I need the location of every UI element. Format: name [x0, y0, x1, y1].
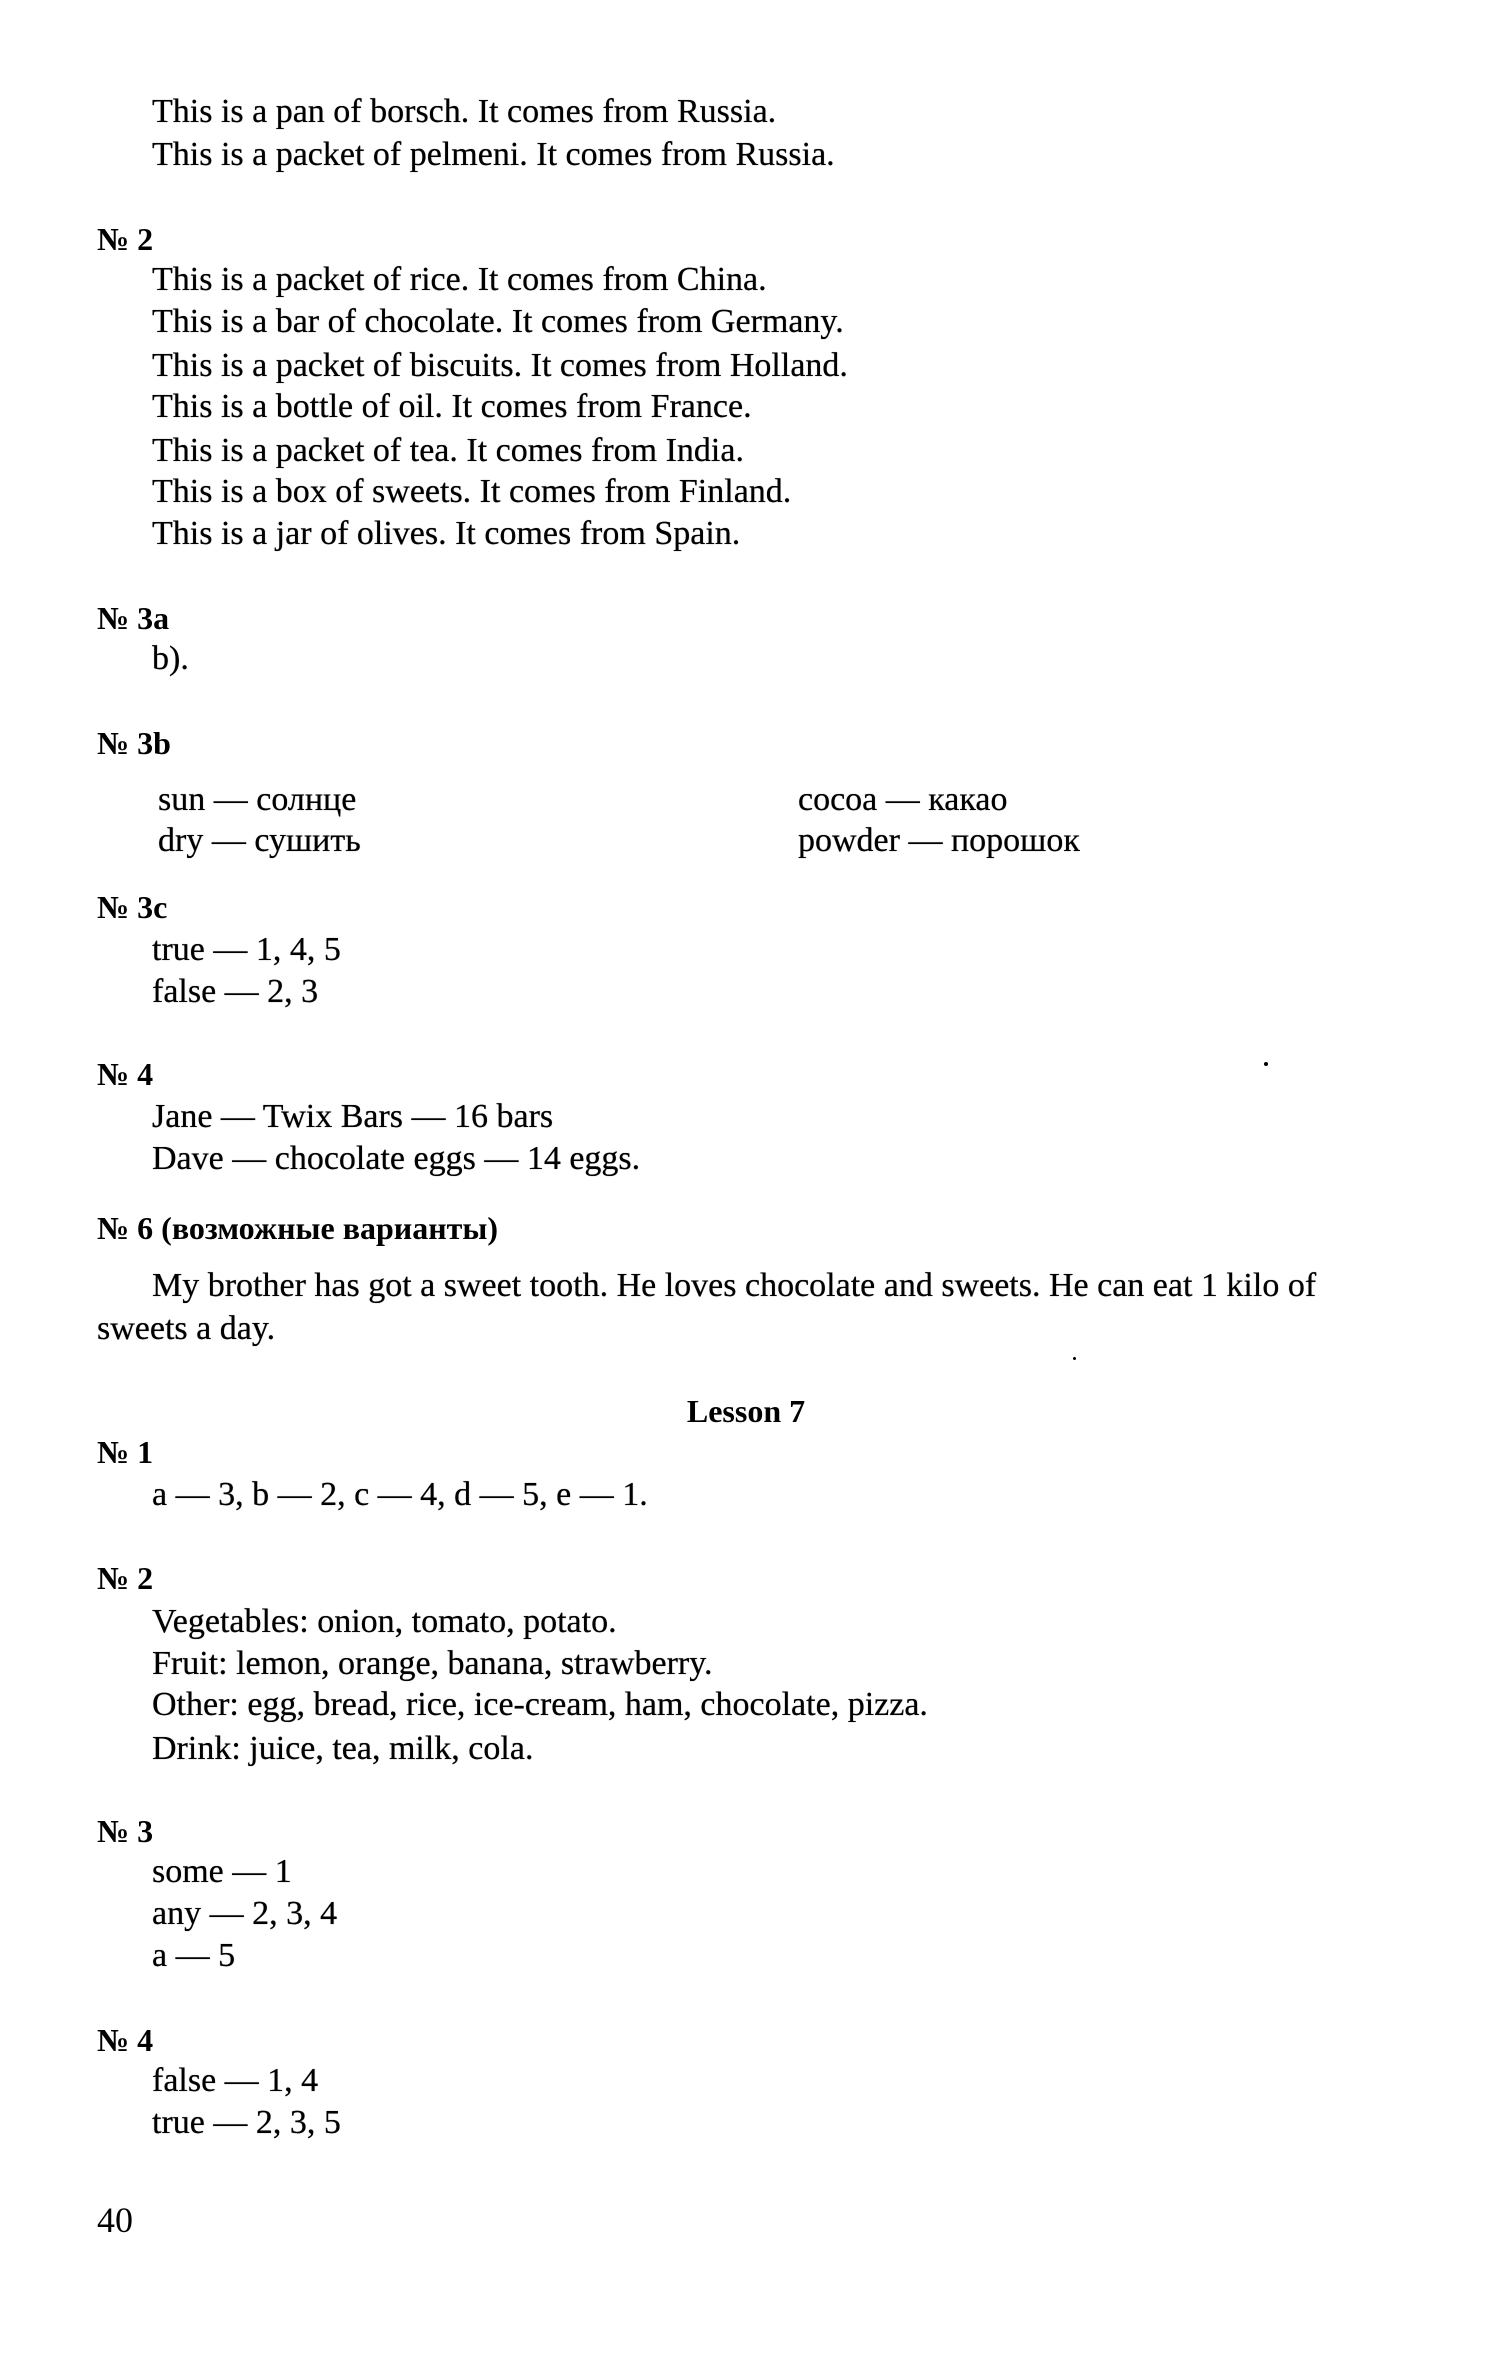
exercise-heading: № 6 (возможные варианты) — [97, 1210, 498, 1246]
text-line: This is a bottle of oil. It comes from France. — [152, 388, 752, 425]
speck-mark — [1264, 1062, 1268, 1066]
exercise-heading: № 3c — [97, 889, 168, 925]
text-line: This is a packet of tea. It comes from India. — [152, 432, 744, 469]
text-line: true — 2, 3, 5 — [152, 2104, 341, 2141]
vocab-item: sun — солнце — [158, 781, 357, 818]
exercise-heading: № 2 — [97, 1560, 154, 1596]
vocab-item: cocoa — какао — [798, 781, 1008, 818]
speck-mark — [1073, 1357, 1076, 1360]
page-number: 40 — [97, 2200, 133, 2240]
text-line: Jane — Twix Bars — 16 bars — [152, 1098, 554, 1135]
exercise-heading: № 4 — [97, 2022, 154, 2058]
vocab-item: powder — порошок — [798, 822, 1080, 859]
text-line: This is a jar of olives. It comes from Spain. — [152, 515, 741, 552]
text-line: This is a pan of borsch. It comes from Russia. — [152, 93, 777, 130]
text-line: This is a packet of biscuits. It comes from Holland. — [152, 347, 848, 384]
vocab-item: dry — сушить — [158, 822, 361, 859]
lesson-title: Lesson 7 — [686, 1393, 806, 1429]
text-line: some — 1 — [152, 1853, 292, 1890]
text-line: Vegetables: onion, tomato, potato. — [152, 1603, 617, 1640]
paragraph: My brother has got a sweet tooth. He loves chocolate and sweets. He can eat 1 kilo of sweets a day. — [97, 1267, 1317, 1347]
text-line: false — 1, 4 — [152, 2062, 319, 2099]
text-line: This is a box of sweets. It comes from Finland. — [152, 473, 792, 510]
text-line: false — 2, 3 — [152, 973, 319, 1010]
text-line: a — 5 — [152, 1937, 236, 1974]
text-line: Drink: juice, tea, milk, cola. — [152, 1730, 534, 1767]
exercise-heading: № 1 — [97, 1434, 154, 1470]
text-line: Fruit: lemon, orange, banana, strawberry. — [152, 1645, 713, 1682]
text-line: This is a packet of pelmeni. It comes from Russia. — [152, 136, 835, 173]
exercise-heading: № 4 — [97, 1056, 154, 1092]
text-line: This is a bar of chocolate. It comes from Germany. — [152, 303, 844, 340]
exercise-heading: № 2 — [97, 221, 154, 257]
text-line: Other: egg, bread, rice, ice-cream, ham, chocolate, pizza. — [152, 1686, 928, 1723]
text-line: b). — [152, 640, 189, 677]
text-line: This is a packet of rice. It comes from China. — [152, 261, 767, 298]
exercise-heading: № 3a — [97, 600, 170, 636]
text-line: any — 2, 3, 4 — [152, 1895, 338, 1932]
text-line: Dave — chocolate eggs — 14 eggs. — [152, 1140, 641, 1177]
text-line: a — 3, b — 2, c — 4, d — 5, e — 1. — [152, 1476, 648, 1513]
text-line: true — 1, 4, 5 — [152, 931, 341, 968]
exercise-heading: № 3b — [97, 725, 171, 761]
exercise-heading: № 3 — [97, 1813, 154, 1849]
